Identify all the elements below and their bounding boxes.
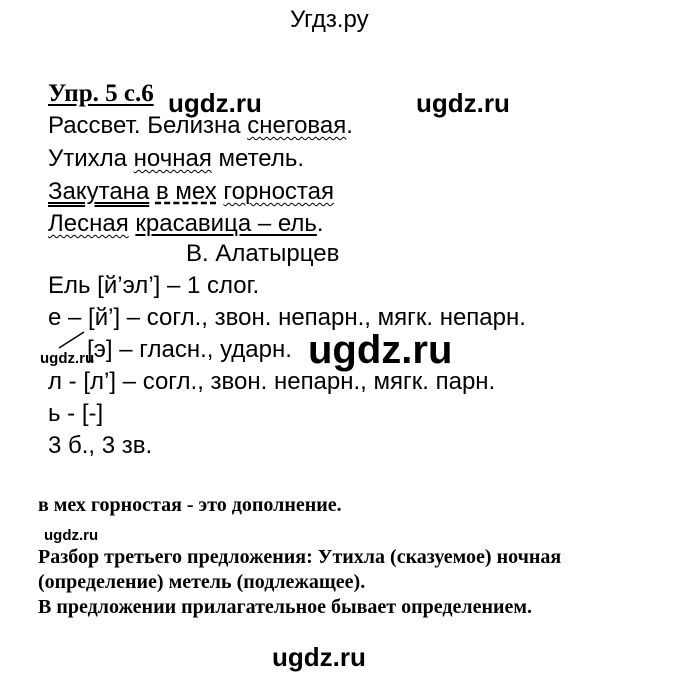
poem-line-4-part-d: . — [316, 210, 324, 237]
poem-line-3-part-a: Закутана — [48, 178, 150, 205]
analysis-row-3: л - [л’] – согл., звон. непарн., мягк. парн. — [48, 368, 496, 395]
watermark-4: ugdz.ru — [308, 328, 453, 372]
poem-line-4-part-c: красавица – ель — [135, 210, 317, 237]
note-parse-2: (определение) метель (подлежащее). — [38, 571, 366, 593]
poem-line-2 — [48, 145, 304, 173]
analysis-word: Ель [й’эл’] – 1 слог. — [48, 272, 260, 299]
poem-line-4-part-a: Лесная — [48, 210, 129, 237]
watermark-1: ugdz.ru — [168, 88, 262, 118]
poem-line-2-part-c: метель. — [211, 145, 305, 172]
analysis-row-4: ь - [-] — [48, 400, 104, 427]
watermark-3: ugdz.ru — [40, 350, 95, 367]
exercise-title: Упр. 5 с.6 — [48, 80, 154, 107]
poem-line-3-part-c: в мех — [155, 178, 217, 205]
header-watermark: Угдз.ру — [290, 6, 369, 33]
poem-line-2-part-a: Утихла — [48, 145, 134, 172]
note-parse-1: Разбор третьего предложения: Утихла (сказуемое) ночная — [38, 546, 562, 568]
poem-line-2-part-b: ночная — [133, 145, 212, 172]
poem-line-4 — [48, 210, 324, 238]
poem-author: В. Алатырцев — [186, 240, 340, 267]
watermark-2: ugdz.ru — [416, 88, 510, 118]
analysis-row-2: [э] – гласн., ударн. — [87, 336, 292, 363]
note-object: в мех горностая - это дополнение. — [38, 494, 342, 516]
poem-line-3-part-b — [149, 178, 156, 205]
poem-line-3-part-e: горностая — [223, 178, 334, 205]
analysis-row-1: е – [й’] – согл., звон. непарн., мягк. непарн. — [48, 304, 526, 331]
poem-line-3 — [48, 178, 334, 206]
poem-line-1-part-c: . — [346, 112, 353, 139]
note-rule: В предложении прилагательное бывает определением. — [38, 596, 532, 618]
poem-line-1-part-a: Рассвет. Белизна — [48, 112, 248, 139]
analysis-summary: 3 б., 3 зв. — [48, 432, 153, 459]
watermark-6: ugdz.ru — [272, 642, 366, 672]
poem-line-1-part-b: снеговая — [247, 112, 347, 139]
watermark-5: ugdz.ru — [44, 527, 99, 544]
